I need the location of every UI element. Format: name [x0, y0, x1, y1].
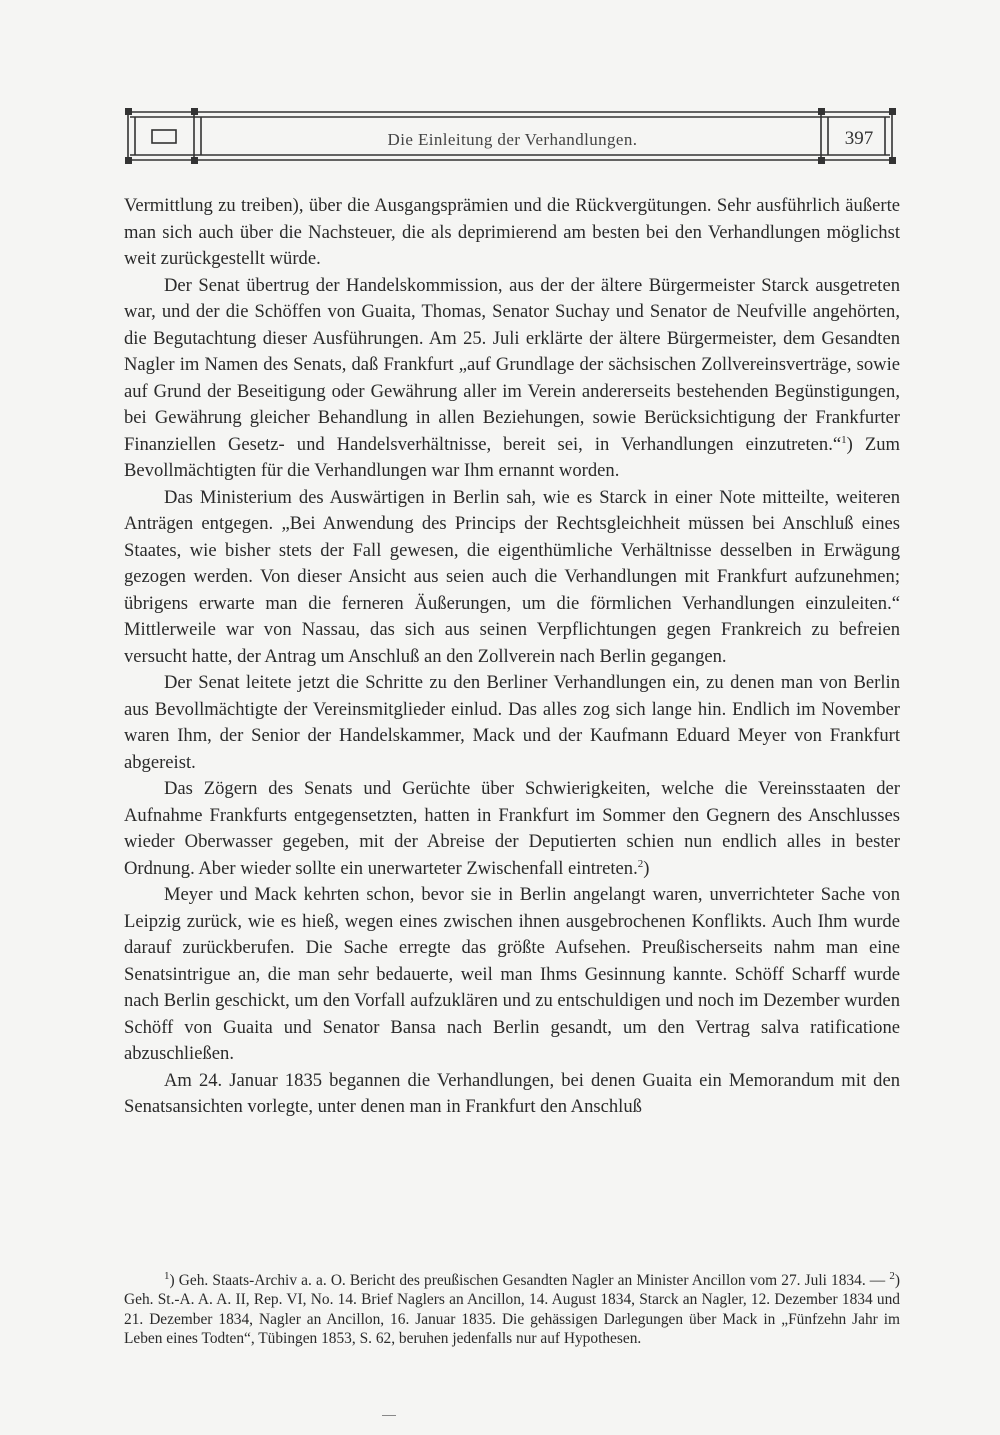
footnote-1: ) Geh. Staats-Archiv a. a. O. Bericht des preußischen Gesandten Nagler an Minister Ancillon vom 27. Juli 1834. —	[169, 1272, 890, 1289]
paragraph-5	[124, 776, 900, 882]
printer-mark	[382, 1415, 396, 1416]
footnote-ref-1: 1	[841, 433, 847, 446]
paragraph-2-tail: ) Zum Bevollmächtigten für die Verhandlungen war Ihm ernannt worden.	[124, 433, 900, 481]
paragraph-5-text: Das Zögern des Senats und Gerüchte über Schwierigkeiten, welche die Vereinsstaaten der Aufnahme Frankfurts entgegensetzten, hatten in Frankfurt im Sommer den Gegnern des Anschlusses wieder Oberwasser gegeben, mit der Abreise der Deputierten schien nun endlich alles in bester Ordnung. Aber wieder sollte ein unerwarteter Zwischenfall eintreten.	[124, 778, 900, 879]
paragraph-2	[124, 273, 900, 485]
footnote-marker-2: 2	[889, 1269, 895, 1282]
body-text	[124, 193, 900, 1121]
paragraph-4: Der Senat leitete jetzt die Schritte zu den Berliner Verhandlungen ein, zu denen man von Berlin aus Bevollmächtigte der Vereinsmitglieder einlud. Das alles zog sich lange hin. Endlich im November waren Ihm, der Senior der Handelskammer, Mack und der Kaufmann Eduard Meyer von Frankfurt abgereist.	[124, 672, 900, 773]
paragraph-5-tail: )	[643, 857, 650, 879]
footnote-text	[124, 1271, 900, 1349]
paragraph-2-text: Der Senat übertrug der Handelskommission, aus der der ältere Bürgermeister Starck ausgetreten war, und der die Schöffen von Guaita, Thomas, Senator Suchay und Senator de Neufville angehörten, die Begutachtung dieser Ausführungen. Am 25. Juli erklärte der ältere Bürgermeister, dem Gesandten Nagler im Namen des Senats, daß Frankfurt „auf Grundlage der sächsischen Zollvereinsverträge, sowie auf Grund der Beseitigung oder Gewährung aller im Verein andererseits bestehenden Begünstigungen, bei Gewährung gleicher Behandlung in allen Beziehungen, sowie Berücksichtigung der Frankfurter Finanziellen Gesetz- und Handelsverhältnisse, bereit sei, in Verhandlungen einzutreten.“	[124, 274, 900, 455]
footnote-ref-2: 2	[637, 857, 644, 870]
footnote-marker-1: 1	[164, 1269, 170, 1282]
paragraph-3: Das Ministerium des Auswärtigen in Berlin sah, wie es Starck in einer Note mitteilte, weiteren Anträgen entgegen. „Bei Anwendung des Princips der Rechtsgleichheit müssen bei Anschluß eines Staates, wie bisher stets der Fall gewesen, die eigenthümliche Verhältnisse desselben in Erwägung gezogen werden. Von dieser Ansicht aus seien auch die Verhandlungen mit Frankfurt aufzunehmen; übrigens erwarte man die ferneren Äußerungen, um die förmlichen Verhandlungen einzuleiten.“ Mittlerweile war von Nassau, das sich aus seinen Verpflichtungen gegen Frankreich zu befreien versucht hatte, der Antrag um Anschluß an den Zollverein nach Berlin gegangen.	[124, 486, 900, 667]
footnote-2: ) Geh. St.-A. A. A. II, Rep. VI, No. 14. Brief Naglers an Ancillon, 14. August 1834, Starck an Nagler, 12. Dezember 1834 und 21. Dezember 1834, Nagler an Ancillon, 16. Januar 1835. Die gehässigen Darlegungen über Mack in „Fünfzehn Jahr im Leben eines Todten“, Tübingen 1853, S. 62, beruhen jedenfalls nur auf Hypothesen.	[124, 1272, 900, 1348]
paragraph-6: Meyer und Mack kehrten schon, bevor sie in Berlin angelangt waren, unverrichteter Sache von Leipzig zurück, wie es hieß, wegen eines zwischen ihnen ausgebrochenen Konflikts. Auch Ihm wurde darauf zurückberufen. Die Sache erregte das größte Aufsehen. Preußischerseits nahm man eine Senatsintrigue an, die man sehr bedauerte, weil man Ihms Gesinnung kannte. Schöff Scharff wurde nach Berlin geschickt, um den Vorfall aufzuklären und zu entschuldigen und noch im Dezember wurden Schöff von Guaita und Senator Bansa nach Berlin gesandt, um den Vertrag salva ratificatione abzuschließen.	[124, 884, 900, 1064]
paragraph-7: Am 24. Januar 1835 begannen die Verhandlungen, bei denen Guaita ein Memorandum mit den Senatsansichten vorlegte, unter denen man in Frankfurt den Anschluß	[124, 1069, 900, 1117]
paragraph-1: Vermittlung zu treiben), über die Ausgangsprämien und die Rückvergütungen. Sehr ausführlich äußerte man sich auch über die Nachsteuer, die als deprimierend am besten bei den Verhandlungen möglichst weit zurückgestellt würde.	[124, 195, 900, 269]
footnotes	[124, 1271, 900, 1349]
running-title: Die Einleitung der Verhandlungen.	[387, 130, 638, 149]
page-number: 397	[844, 128, 874, 149]
